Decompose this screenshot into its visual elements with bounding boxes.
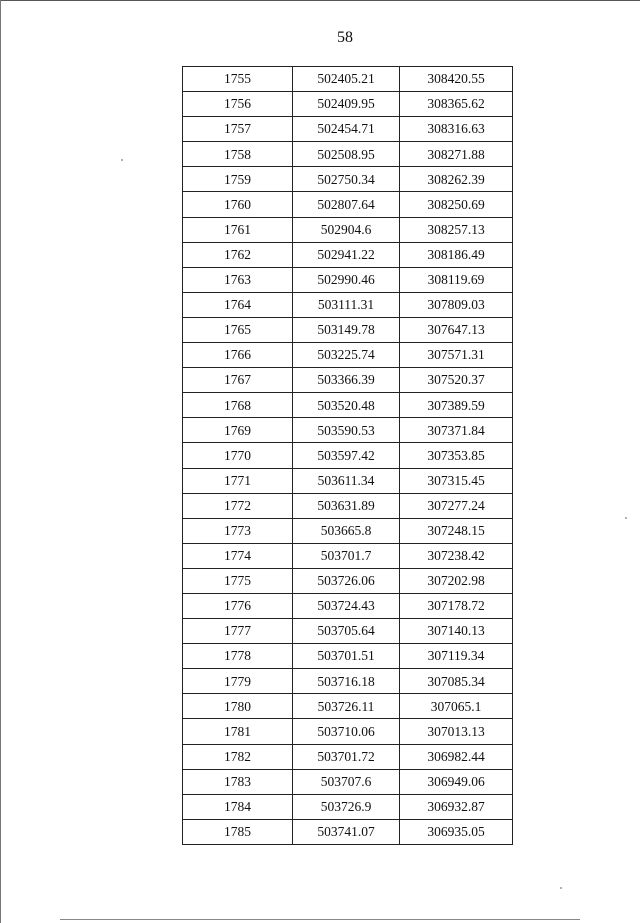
table-row: [183, 819, 513, 844]
table-row: [183, 543, 513, 568]
point-number-cell: 1773: [183, 518, 293, 543]
y-coordinate-cell: 308186.49: [400, 242, 513, 267]
point-number-cell: 1784: [183, 794, 293, 819]
table-row: [183, 368, 513, 393]
y-coordinate-cell: 307238.42: [400, 543, 513, 568]
x-coordinate-cell: 502904.6: [293, 217, 400, 242]
y-coordinate-cell: 307353.85: [400, 443, 513, 468]
table-row: [183, 719, 513, 744]
table-row: [183, 343, 513, 368]
table-row: [183, 593, 513, 618]
x-coordinate-cell: 502990.46: [293, 267, 400, 292]
y-coordinate-cell: 308262.39: [400, 167, 513, 192]
y-coordinate-cell: 307178.72: [400, 593, 513, 618]
point-number-cell: 1776: [183, 593, 293, 618]
scan-bottom-edge: [60, 919, 580, 920]
table-row: [183, 744, 513, 769]
table-row: [183, 644, 513, 669]
x-coordinate-cell: 503724.43: [293, 593, 400, 618]
point-number-cell: 1765: [183, 317, 293, 342]
x-coordinate-cell: 503701.7: [293, 543, 400, 568]
scan-speck: [121, 159, 123, 161]
point-number-cell: 1774: [183, 543, 293, 568]
point-number-cell: 1768: [183, 393, 293, 418]
y-coordinate-cell: 307571.31: [400, 343, 513, 368]
x-coordinate-cell: 503707.6: [293, 769, 400, 794]
point-number-cell: 1775: [183, 568, 293, 593]
point-number-cell: 1770: [183, 443, 293, 468]
point-number-cell: 1759: [183, 167, 293, 192]
point-number-cell: 1755: [183, 67, 293, 92]
y-coordinate-cell: 307277.24: [400, 493, 513, 518]
x-coordinate-cell: 503716.18: [293, 669, 400, 694]
table-row: [183, 217, 513, 242]
scan-left-edge: [0, 0, 1, 923]
point-number-cell: 1779: [183, 669, 293, 694]
table-row: [183, 769, 513, 794]
y-coordinate-cell: 308250.69: [400, 192, 513, 217]
x-coordinate-cell: 502409.95: [293, 92, 400, 117]
point-number-cell: 1781: [183, 719, 293, 744]
table-row: [183, 142, 513, 167]
point-number-cell: 1756: [183, 92, 293, 117]
point-number-cell: 1757: [183, 117, 293, 142]
y-coordinate-cell: 307202.98: [400, 568, 513, 593]
table-row: [183, 669, 513, 694]
y-coordinate-cell: 306935.05: [400, 819, 513, 844]
point-number-cell: 1782: [183, 744, 293, 769]
y-coordinate-cell: 307647.13: [400, 317, 513, 342]
y-coordinate-cell: 307065.1: [400, 694, 513, 719]
table-row: [183, 418, 513, 443]
table-row: [183, 92, 513, 117]
point-number-cell: 1766: [183, 343, 293, 368]
point-number-cell: 1778: [183, 644, 293, 669]
scan-speck: [625, 517, 627, 519]
y-coordinate-cell: 307520.37: [400, 368, 513, 393]
x-coordinate-cell: 503366.39: [293, 368, 400, 393]
table-row: [183, 67, 513, 92]
table-row: [183, 518, 513, 543]
x-coordinate-cell: 502405.21: [293, 67, 400, 92]
point-number-cell: 1761: [183, 217, 293, 242]
y-coordinate-cell: 306982.44: [400, 744, 513, 769]
point-number-cell: 1769: [183, 418, 293, 443]
y-coordinate-cell: 307119.34: [400, 644, 513, 669]
x-coordinate-cell: 503597.42: [293, 443, 400, 468]
table-row: [183, 267, 513, 292]
x-coordinate-cell: 503520.48: [293, 393, 400, 418]
x-coordinate-cell: 503710.06: [293, 719, 400, 744]
x-coordinate-cell: 503149.78: [293, 317, 400, 342]
y-coordinate-cell: 307315.45: [400, 468, 513, 493]
table-row: [183, 242, 513, 267]
x-coordinate-cell: 503665.8: [293, 518, 400, 543]
point-number-cell: 1762: [183, 242, 293, 267]
table-row: [183, 317, 513, 342]
y-coordinate-cell: 307809.03: [400, 292, 513, 317]
page-number: 58: [337, 29, 353, 46]
x-coordinate-cell: 503726.9: [293, 794, 400, 819]
point-number-cell: 1764: [183, 292, 293, 317]
x-coordinate-cell: 502941.22: [293, 242, 400, 267]
y-coordinate-cell: 307085.34: [400, 669, 513, 694]
y-coordinate-cell: 307013.13: [400, 719, 513, 744]
y-coordinate-cell: 308271.88: [400, 142, 513, 167]
y-coordinate-cell: 307389.59: [400, 393, 513, 418]
x-coordinate-cell: 502508.95: [293, 142, 400, 167]
y-coordinate-cell: 308316.63: [400, 117, 513, 142]
point-number-cell: 1772: [183, 493, 293, 518]
coordinates-table: [182, 66, 513, 845]
x-coordinate-cell: 503701.72: [293, 744, 400, 769]
point-number-cell: 1783: [183, 769, 293, 794]
x-coordinate-cell: 503726.06: [293, 568, 400, 593]
y-coordinate-cell: 307371.84: [400, 418, 513, 443]
x-coordinate-cell: 503726.11: [293, 694, 400, 719]
table-row: [183, 117, 513, 142]
x-coordinate-cell: 503225.74: [293, 343, 400, 368]
y-coordinate-cell: 307248.15: [400, 518, 513, 543]
scan-speck: [560, 887, 562, 889]
point-number-cell: 1763: [183, 267, 293, 292]
table-row: [183, 192, 513, 217]
x-coordinate-cell: 503701.51: [293, 644, 400, 669]
point-number-cell: 1777: [183, 619, 293, 644]
table-row: [183, 493, 513, 518]
coordinates-table-body: [183, 67, 513, 845]
table-row: [183, 393, 513, 418]
table-row: [183, 292, 513, 317]
x-coordinate-cell: 502807.64: [293, 192, 400, 217]
y-coordinate-cell: 307140.13: [400, 619, 513, 644]
point-number-cell: 1760: [183, 192, 293, 217]
point-number-cell: 1767: [183, 368, 293, 393]
table-row: [183, 443, 513, 468]
x-coordinate-cell: 503111.31: [293, 292, 400, 317]
y-coordinate-cell: 306932.87: [400, 794, 513, 819]
y-coordinate-cell: 306949.06: [400, 769, 513, 794]
y-coordinate-cell: 308420.55: [400, 67, 513, 92]
y-coordinate-cell: 308119.69: [400, 267, 513, 292]
point-number-cell: 1758: [183, 142, 293, 167]
x-coordinate-cell: 502750.34: [293, 167, 400, 192]
scan-top-edge: [0, 0, 640, 1]
table-row: [183, 619, 513, 644]
table-row: [183, 694, 513, 719]
x-coordinate-cell: 502454.71: [293, 117, 400, 142]
table-row: [183, 167, 513, 192]
point-number-cell: 1771: [183, 468, 293, 493]
table-row: [183, 794, 513, 819]
x-coordinate-cell: 503590.53: [293, 418, 400, 443]
point-number-cell: 1785: [183, 819, 293, 844]
x-coordinate-cell: 503611.34: [293, 468, 400, 493]
table-row: [183, 468, 513, 493]
x-coordinate-cell: 503631.89: [293, 493, 400, 518]
table-row: [183, 568, 513, 593]
y-coordinate-cell: 308365.62: [400, 92, 513, 117]
y-coordinate-cell: 308257.13: [400, 217, 513, 242]
x-coordinate-cell: 503741.07: [293, 819, 400, 844]
point-number-cell: 1780: [183, 694, 293, 719]
x-coordinate-cell: 503705.64: [293, 619, 400, 644]
